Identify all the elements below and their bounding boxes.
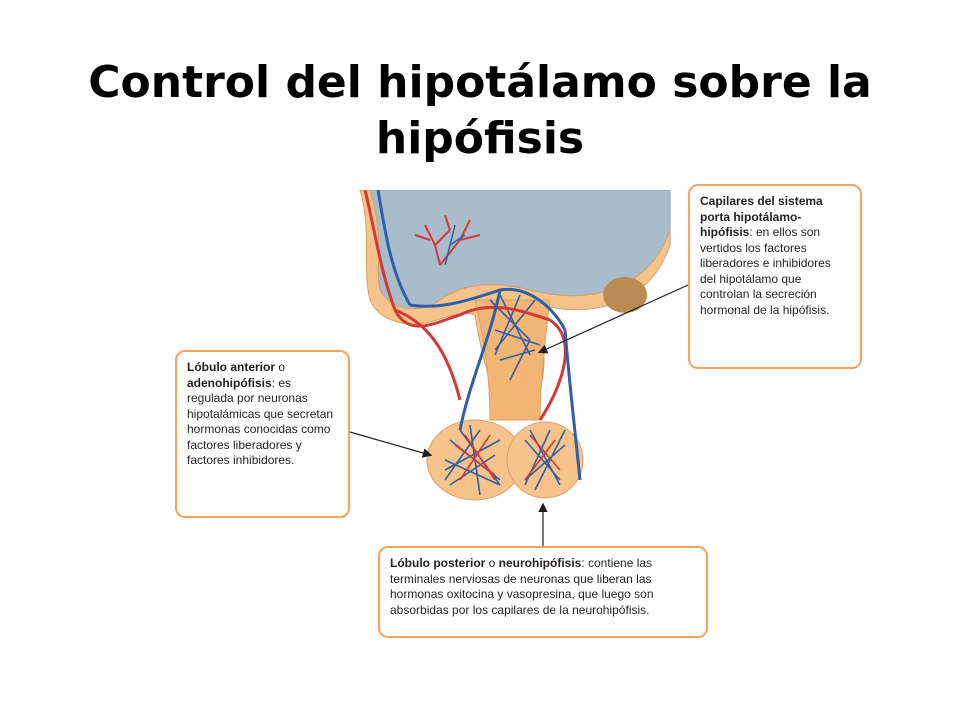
title-line-1: Control del hipotálamo sobre la bbox=[88, 57, 872, 109]
posterior-bold-2: neurohipófisis bbox=[498, 556, 582, 570]
posterior-text-1: o bbox=[485, 556, 499, 570]
posterior-text-2: : contiene las terminales nerviosas de neuronas que liberan las hormonas oxitocina y vasopresina, que luego son absorbidas por los capilares de la neurohipófisis. bbox=[390, 556, 654, 617]
anterior-text-2: : es regulada por neuronas hipotalámicas que secretan hormonas conocidas como factores liberadores y factores inhibidores. bbox=[187, 375, 334, 467]
callout-posterior-lobe bbox=[378, 546, 708, 638]
anterior-bold-2: adenohipófisis bbox=[187, 375, 272, 390]
posterior-lobe bbox=[507, 422, 583, 498]
mammillary-body bbox=[603, 277, 647, 313]
slide-title bbox=[60, 55, 900, 167]
pituitary-stalk bbox=[475, 300, 550, 420]
callout-anterior-lobe bbox=[175, 350, 350, 518]
anterior-text-1: o bbox=[275, 360, 286, 374]
posterior-bold-1: Lóbulo posterior bbox=[390, 556, 486, 570]
anterior-bold-1: Lóbulo anterior bbox=[187, 360, 275, 374]
title-line-2: hipófisis bbox=[375, 113, 585, 165]
portal-text: : en ellos son vertidos los factores liberadores e inhibidores del hipotálamo que controlan la secreción hormonal de la hipófisis. bbox=[700, 225, 831, 317]
callout-portal-capillaries bbox=[688, 184, 862, 369]
pituitary-diagram bbox=[350, 190, 680, 520]
portal-bold: Capilares del sistema porta hipotálamo-hipófisis bbox=[700, 194, 823, 239]
